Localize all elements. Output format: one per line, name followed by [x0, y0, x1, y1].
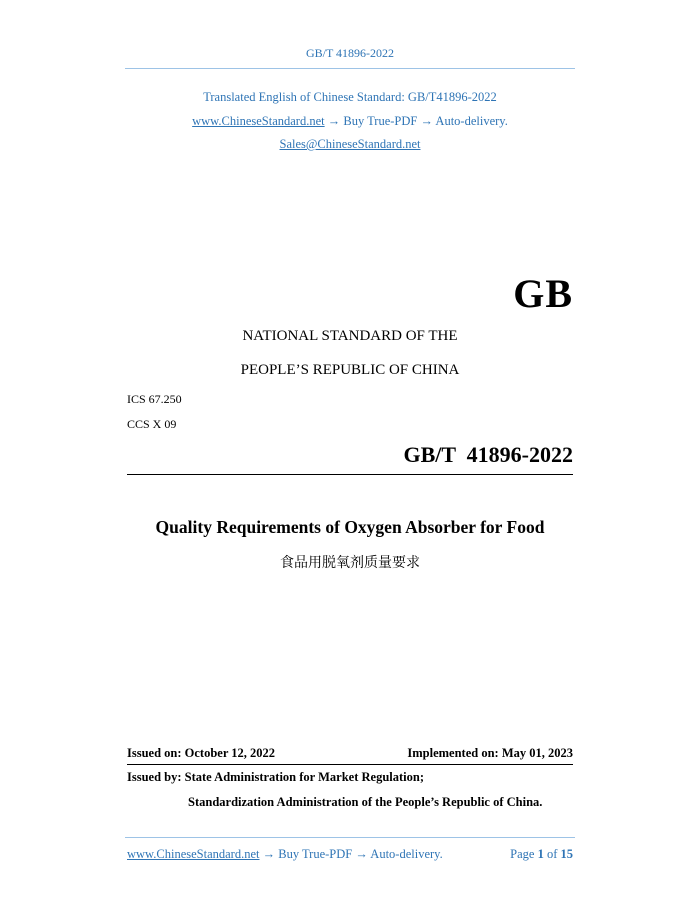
email-line [0, 137, 700, 152]
title-chinese: 食品用脱氧剂质量要求 [280, 555, 420, 571]
page-indicator [510, 847, 573, 862]
purchase-line [0, 114, 700, 129]
national-standard-line2: PEOPLE’S REPUBLIC OF CHINA [240, 362, 460, 378]
of-word: of [546, 847, 558, 861]
standard-number: GB/T 41896-2022 [403, 442, 573, 467]
issued-by-line2: Standardization Administration of the People’s Republic of China. [188, 795, 543, 809]
ics-code: ICS 67.250 [127, 392, 182, 406]
header-divider [125, 68, 575, 69]
implemented-on: Implemented on: May 01, 2023 [407, 746, 573, 760]
page-total: 15 [560, 847, 573, 861]
email-link[interactable]: Sales@ChineseStandard.net [279, 137, 421, 151]
page-number: 1 [537, 847, 544, 861]
gb-logo: GB [513, 271, 573, 316]
footer-purchase-text: → Buy True-PDF → Auto-delivery. [262, 847, 443, 861]
footer-site-link[interactable]: www.ChineseStandard.net [127, 847, 260, 861]
standard-divider [127, 474, 573, 475]
site-link[interactable]: www.ChineseStandard.net [192, 114, 325, 128]
translation-note: Translated English of Chinese Standard: GB/T41896-2022 [203, 90, 497, 104]
purchase-text: → Buy True-PDF → Auto-delivery. [327, 114, 508, 128]
issued-by-line1: Issued by: State Administration for Market Regulation; [127, 770, 424, 784]
title-english: Quality Requirements of Oxygen Absorber for Food [155, 517, 545, 537]
page-word: Page [510, 847, 535, 861]
footer-divider [125, 837, 575, 838]
ccs-code: CCS X 09 [127, 417, 177, 431]
dates-divider [127, 764, 573, 765]
running-header: GB/T 41896-2022 [305, 46, 395, 60]
issued-on: Issued on: October 12, 2022 [127, 746, 276, 760]
national-standard-line1: NATIONAL STANDARD OF THE [242, 328, 458, 344]
footer-purchase-line [127, 847, 443, 862]
